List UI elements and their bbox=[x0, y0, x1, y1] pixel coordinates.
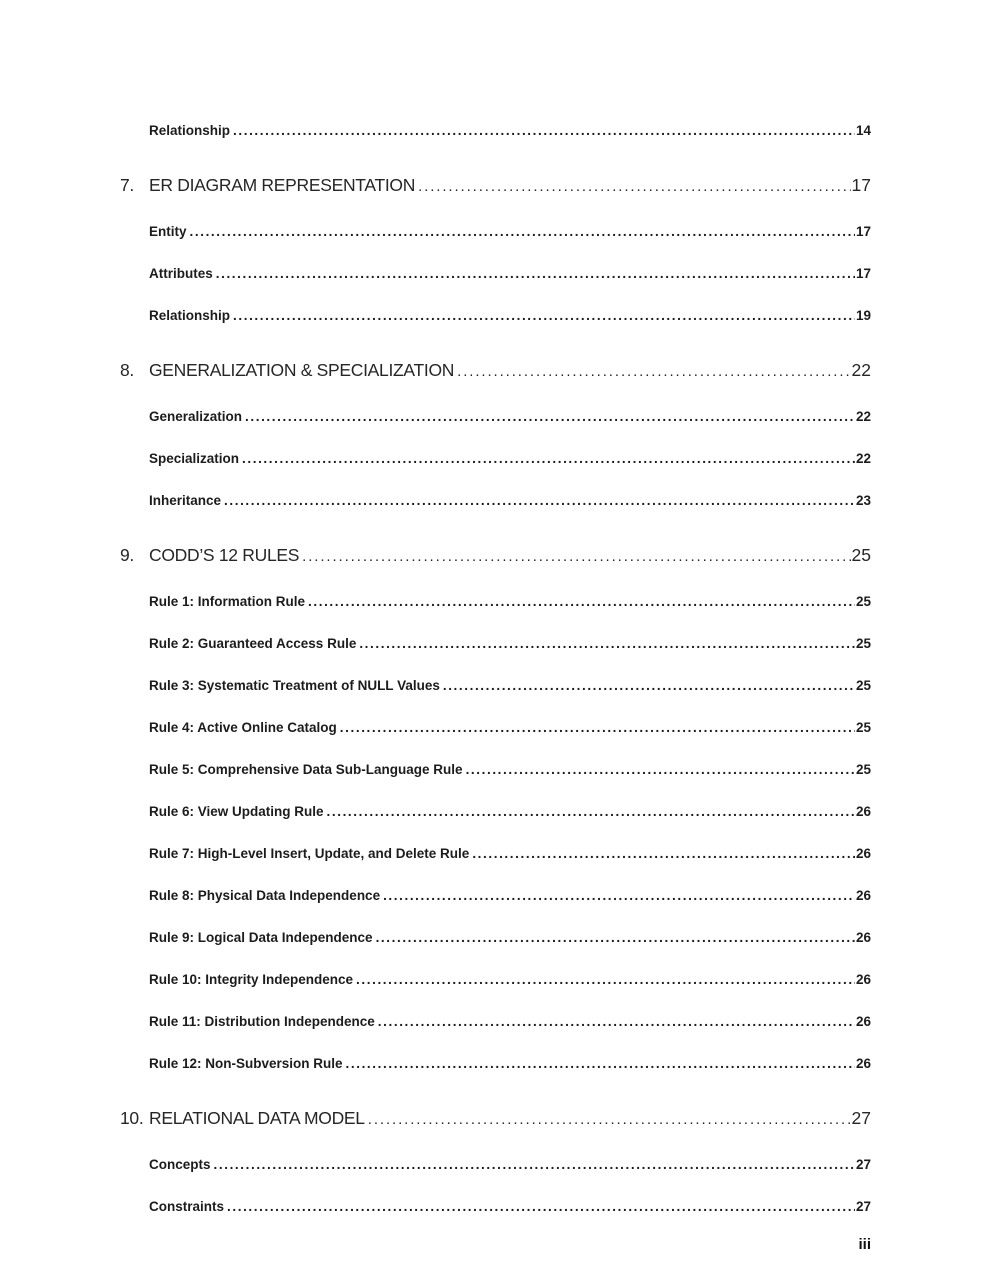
toc-entry[interactable] bbox=[120, 720, 871, 736]
toc-leader-dots bbox=[466, 762, 855, 778]
toc-leader-dots bbox=[383, 888, 855, 904]
toc-entry-label: Rule 12: Non-Subversion Rule bbox=[149, 1056, 343, 1071]
toc-leader-dots bbox=[216, 266, 855, 282]
toc-leader-dots bbox=[356, 972, 855, 988]
toc-entry-page: 26 bbox=[855, 930, 871, 945]
toc-entry[interactable] bbox=[120, 308, 871, 324]
toc-leader-dots bbox=[214, 1157, 855, 1173]
toc-entry[interactable] bbox=[120, 544, 871, 568]
toc-entry-label: Rule 11: Distribution Independence bbox=[149, 1014, 375, 1029]
toc-entry-label: Constraints bbox=[149, 1199, 225, 1214]
toc-entry-label: Concepts bbox=[149, 1157, 211, 1172]
toc-leader-dots bbox=[378, 1014, 855, 1030]
toc-entry-label: CODD’S 12 RULES bbox=[149, 545, 300, 565]
toc-entry-page: 25 bbox=[855, 678, 871, 693]
toc-entry-page: 26 bbox=[855, 846, 871, 861]
toc-entry-page: 25 bbox=[855, 594, 871, 609]
toc-entry-label: Rule 8: Physical Data Independence bbox=[149, 888, 381, 903]
toc-entry-label: Specialization bbox=[149, 451, 240, 466]
toc-entry[interactable] bbox=[120, 678, 871, 694]
toc-entry[interactable] bbox=[120, 846, 871, 862]
toc-leader-dots bbox=[457, 361, 850, 383]
toc-list bbox=[120, 123, 871, 1215]
toc-entry-page: 25 bbox=[851, 545, 871, 565]
toc-entry-page: 26 bbox=[855, 888, 871, 903]
toc-entry-label: Attributes bbox=[149, 266, 213, 281]
toc-entry-number: 9. bbox=[120, 545, 134, 565]
toc-entry[interactable] bbox=[120, 762, 871, 778]
toc-entry[interactable] bbox=[120, 636, 871, 652]
toc-leader-dots bbox=[346, 1056, 855, 1072]
toc-entry-page: 25 bbox=[855, 720, 871, 735]
toc-entry-label: Rule 4: Active Online Catalog bbox=[149, 720, 337, 735]
toc-leader-dots bbox=[308, 594, 855, 610]
toc-entry-page: 25 bbox=[855, 636, 871, 651]
toc-entry-label: Rule 6: View Updating Rule bbox=[149, 804, 324, 819]
toc-entry-label: Entity bbox=[149, 224, 187, 239]
toc-entry-page: 26 bbox=[855, 1056, 871, 1071]
toc-entry-label: Rule 3: Systematic Treatment of NULL Values bbox=[149, 678, 440, 693]
toc-entry-label: Relationship bbox=[149, 308, 231, 323]
toc-entry-page: 17 bbox=[855, 224, 871, 239]
toc-entry[interactable] bbox=[120, 123, 871, 139]
toc-entry-page: 22 bbox=[851, 360, 871, 380]
toc-entry-number: 7. bbox=[120, 175, 134, 195]
toc-entry[interactable] bbox=[120, 1014, 871, 1030]
toc-entry-label: Relationship bbox=[149, 123, 231, 138]
toc-entry[interactable] bbox=[120, 972, 871, 988]
toc-leader-dots bbox=[327, 804, 855, 820]
toc-entry[interactable] bbox=[120, 493, 871, 509]
toc-entry[interactable] bbox=[120, 1056, 871, 1072]
toc-entry[interactable] bbox=[120, 266, 871, 282]
toc-entry-page: 26 bbox=[855, 1014, 871, 1029]
toc-leader-dots bbox=[340, 720, 855, 736]
toc-entry[interactable] bbox=[120, 594, 871, 610]
toc-entry-label: Rule 2: Guaranteed Access Rule bbox=[149, 636, 357, 651]
toc-entry-page: 17 bbox=[851, 175, 871, 195]
toc-entry-number: 8. bbox=[120, 360, 134, 380]
toc-entry-page: 23 bbox=[855, 493, 871, 508]
toc-entry-label: Rule 7: High-Level Insert, Update, and Delete Rule bbox=[149, 846, 470, 861]
toc-entry-page: 22 bbox=[855, 451, 871, 466]
toc-entry-label: ER DIAGRAM REPRESENTATION bbox=[149, 175, 416, 195]
toc-entry-page: 22 bbox=[855, 409, 871, 424]
toc-leader-dots bbox=[227, 1199, 855, 1215]
toc-entry[interactable] bbox=[120, 804, 871, 820]
toc-entry[interactable] bbox=[120, 888, 871, 904]
toc-entry[interactable] bbox=[120, 409, 871, 425]
toc-leader-dots bbox=[359, 636, 855, 652]
toc-entry[interactable] bbox=[120, 174, 871, 198]
toc-entry[interactable] bbox=[120, 1199, 871, 1215]
toc-entry-label: Inheritance bbox=[149, 493, 222, 508]
toc-leader-dots bbox=[233, 308, 855, 324]
toc-entry-label: Rule 5: Comprehensive Data Sub-Language Rule bbox=[149, 762, 463, 777]
toc-leader-dots bbox=[472, 846, 855, 862]
toc-entry-page: 14 bbox=[855, 123, 871, 138]
toc-leader-dots bbox=[443, 678, 855, 694]
toc-entry[interactable] bbox=[120, 930, 871, 946]
toc-leader-dots bbox=[233, 123, 855, 139]
toc-entry-number: 10. bbox=[120, 1108, 144, 1128]
toc-entry-page: 17 bbox=[855, 266, 871, 281]
toc-entry[interactable] bbox=[120, 451, 871, 467]
toc-entry-page: 27 bbox=[851, 1108, 871, 1128]
toc-leader-dots bbox=[376, 930, 855, 946]
toc-leader-dots bbox=[368, 1109, 851, 1131]
toc-entry-page: 26 bbox=[855, 804, 871, 819]
toc-entry-page: 27 bbox=[855, 1199, 871, 1214]
toc-entry[interactable] bbox=[120, 224, 871, 240]
toc-entry[interactable] bbox=[120, 359, 871, 383]
toc-leader-dots bbox=[302, 546, 850, 568]
toc-entry-label: Generalization bbox=[149, 409, 243, 424]
toc-entry-label: Rule 9: Logical Data Independence bbox=[149, 930, 373, 945]
toc-leader-dots bbox=[245, 409, 855, 425]
toc-entry-page: 19 bbox=[855, 308, 871, 323]
toc-leader-dots bbox=[418, 176, 850, 198]
toc-entry[interactable] bbox=[120, 1157, 871, 1173]
toc-entry-label: GENERALIZATION & SPECIALIZATION bbox=[149, 360, 455, 380]
toc-entry-label: RELATIONAL DATA MODEL bbox=[149, 1108, 365, 1128]
toc-leader-dots bbox=[242, 451, 855, 467]
toc-leader-dots bbox=[190, 224, 855, 240]
toc-entry-page: 26 bbox=[855, 972, 871, 987]
toc-entry-label: Rule 10: Integrity Independence bbox=[149, 972, 354, 987]
toc-entry-page: 27 bbox=[855, 1157, 871, 1172]
toc-entry[interactable] bbox=[120, 1107, 871, 1131]
toc-entry-label: Rule 1: Information Rule bbox=[149, 594, 306, 609]
toc-entry-page: 25 bbox=[855, 762, 871, 777]
toc-leader-dots bbox=[224, 493, 855, 509]
footer-page-number: iii bbox=[858, 1236, 871, 1253]
